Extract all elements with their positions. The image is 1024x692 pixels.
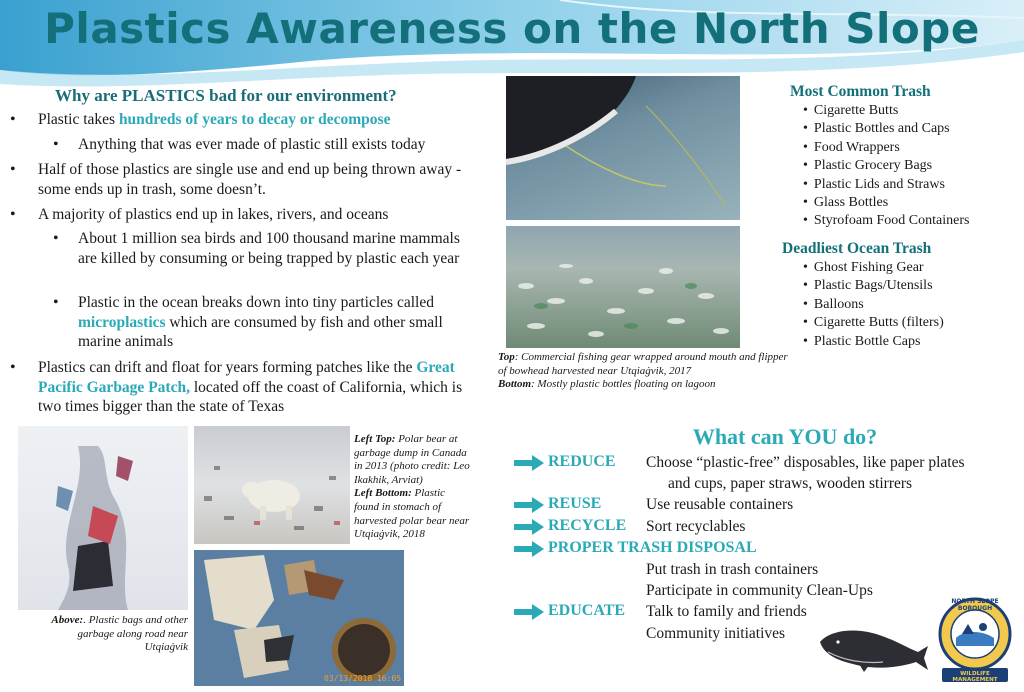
proper-disposal-label: PROPER TRASH DISPOSAL — [548, 539, 757, 556]
bullet-garbage-patch — [38, 358, 488, 417]
stomach-contents-photo — [194, 550, 404, 686]
left-bottom-text: Plastic found in stomach of harvested polar bear near Utqiaġvik, 2018 — [354, 487, 470, 541]
above-label: Above: — [51, 614, 84, 626]
bottom-caption-text: : Mostly plastic bottles floating on lagoon — [531, 378, 716, 391]
recycle-label: RECYCLE — [548, 517, 627, 534]
left-top-label: Left Top: — [354, 433, 396, 445]
bowhead-whale-icon — [818, 622, 930, 674]
reduce-label: REDUCE — [548, 453, 616, 470]
trash-list-item: • Food Wrappers — [803, 139, 900, 157]
educate-description-2: Community initiatives — [646, 625, 786, 642]
decay-highlight: hundreds of years to decay or decompose — [118, 111, 391, 128]
trash-list-item: • Cigarette Butts (filters) — [803, 314, 944, 332]
arrow-right-icon — [514, 519, 544, 535]
arrow-right-icon — [514, 497, 544, 513]
bullet-microplastics — [78, 293, 478, 352]
arrow-right-icon — [514, 604, 544, 620]
bullet-still-exists: • Anything that was ever made of plastic still exists today — [78, 135, 488, 155]
trash-list-item: • Ghost Fishing Gear — [803, 259, 924, 277]
bullet-single-use: • Half of those plastics are single use and end up being thrown away - some ends up in trash, some doesn’t. — [38, 160, 488, 199]
educate-description-1: Talk to family and friends — [646, 603, 807, 620]
left-top-text: Polar bear at garbage dump in Canada in 2013 (photo credit: Leo Ikakhik, Arviat) — [354, 433, 470, 486]
disposal-description-2: Participate in community Clean-Ups — [646, 582, 873, 599]
reduce-description-1: Choose “plastic-free” disposables, like paper plates — [646, 454, 965, 471]
microplastics-post: which are consumed by fish and other small marine animals — [78, 313, 443, 350]
patch-pre: Plastics can drift and float for years forming patches like the — [38, 359, 417, 376]
polar-bear-dump-photo — [194, 426, 350, 544]
bullet-sea-birds: • About 1 million sea birds and 100 thousand marine mammals are killed by consuming or being trapped by plastic each year — [78, 229, 478, 268]
bullet-lakes-oceans: • A majority of plastics end up in lakes, rivers, and oceans — [38, 205, 488, 225]
bullet-decay — [38, 110, 478, 130]
top-photos-caption — [498, 351, 798, 392]
trash-list-item: • Plastic Bags/Utensils — [803, 277, 933, 295]
page-title: Plastics Awareness on the North Slope — [44, 4, 980, 53]
whale-photo — [506, 76, 740, 220]
trash-list-item: • Plastic Bottle Caps — [803, 333, 920, 351]
reduce-description-2: and cups, paper straws, wooden stirrers — [668, 475, 913, 492]
bottles-lagoon-photo — [506, 226, 740, 348]
educate-label: EDUCATE — [548, 602, 626, 619]
trash-list-item: • Glass Bottles — [803, 194, 888, 212]
photo-date-stamp: 03/13/2018 16:05 — [324, 674, 402, 683]
trash-list-item: • Cigarette Butts — [803, 102, 898, 120]
above-caption — [40, 614, 188, 655]
common-trash-heading: Most Common Trash — [790, 83, 931, 100]
patch-highlight: Great Pacific Garbage Patch, — [38, 359, 455, 396]
arrow-right-icon — [514, 455, 544, 471]
left-bottom-label: Left Bottom: — [354, 487, 412, 500]
trash-list-item: • Plastic Grocery Bags — [803, 157, 932, 175]
trash-list-item: • Styrofoam Food Containers — [803, 212, 969, 230]
arrow-right-icon — [514, 541, 544, 557]
trash-list-item: • Plastic Bottles and Caps — [803, 120, 950, 138]
trash-list-item: • Plastic Lids and Straws — [803, 176, 945, 194]
reuse-description: Use reusable containers — [646, 496, 794, 513]
microplastics-pre: Plastic in the ocean breaks down into tiny particles called — [78, 294, 434, 311]
patch-post: located off the coast of California, which is two times bigger than the state of Texas — [38, 378, 463, 415]
reuse-label: REUSE — [548, 495, 602, 512]
logo-bottom-text: WILDLIFE MANAGEMENT — [952, 671, 998, 683]
disposal-description-1: Put trash in trash containers — [646, 561, 819, 578]
roadside-garbage-photo — [18, 426, 188, 610]
microplastics-highlight: microplastics — [78, 313, 166, 331]
above-text: . Plastic bags and other garbage along road near Utqiaġvik — [77, 614, 188, 654]
bullet-decay-text: Plastic takes — [38, 111, 119, 128]
top-caption-label: Top — [498, 351, 515, 363]
top-caption-text: : Commercial fishing gear wrapped around mouth and flipper of bowhead harvested near Utqiaġvik, 2017 — [498, 351, 788, 377]
left-photos-caption — [354, 433, 472, 542]
logo-top-text: NORTH SLOPE BOROUGH — [951, 598, 999, 612]
trash-list-item: • Balloons — [803, 296, 864, 314]
deadliest-trash-heading: Deadliest Ocean Trash — [782, 240, 932, 257]
bottom-caption-label: Bottom — [498, 378, 532, 391]
what-can-you-do-heading: What can YOU do? — [692, 424, 878, 449]
why-heading: Why are PLASTICS bad for our environment? — [55, 86, 397, 105]
recycle-description: Sort recyclables — [646, 518, 746, 535]
